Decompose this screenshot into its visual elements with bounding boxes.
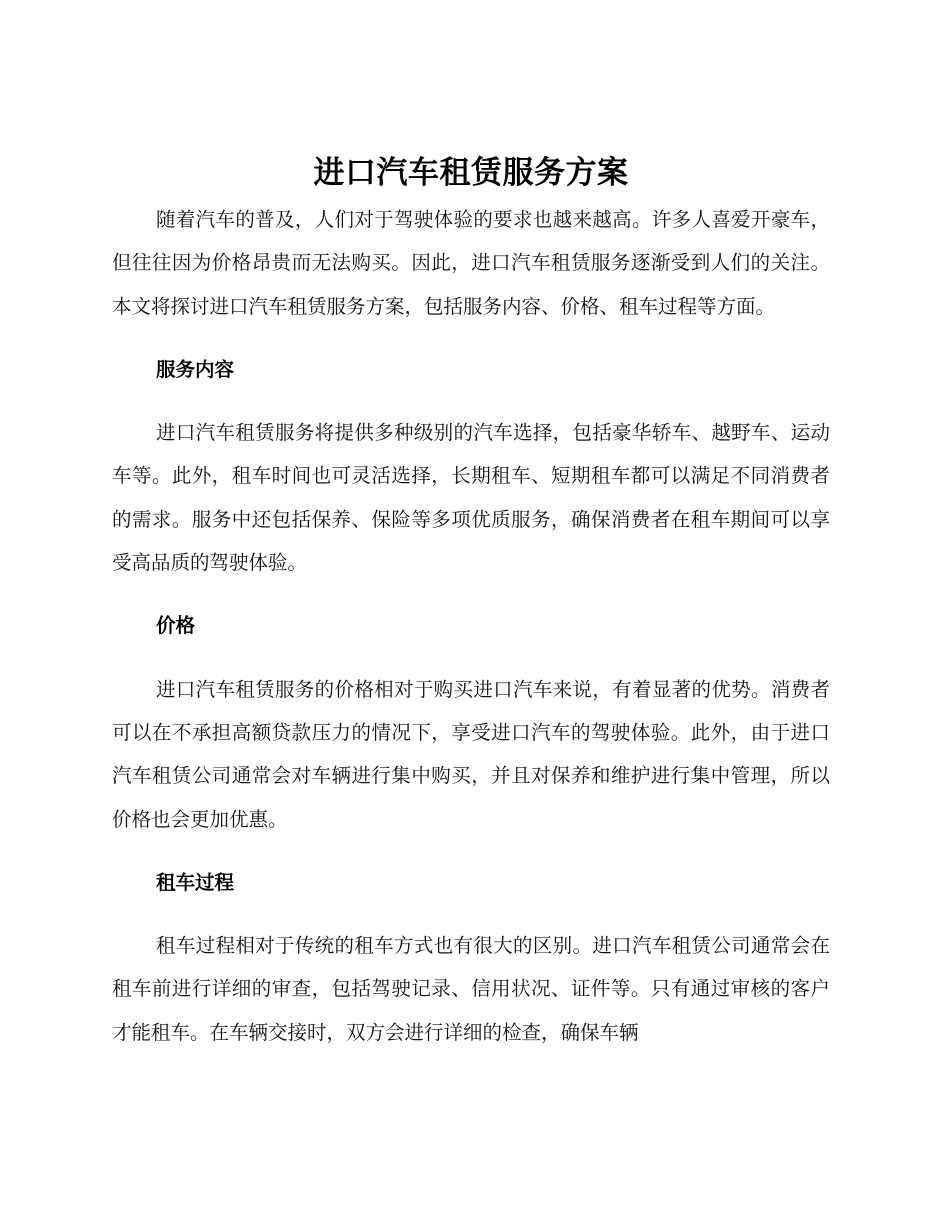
section-body-process: 租车过程相对于传统的租车方式也有很大的区别。进口汽车租赁公司通常会在租车前进行详细的审查，包括驾驶记录、信用状况、证件等。只有通过审核的客户才能租车。在车辆交接时，双方会进行详细的检查，确保车辆 — [112, 934, 830, 1044]
section-gap — [112, 904, 830, 924]
intro-paragraph: 随着汽车的普及，人们对于驾驶体验的要求也越来越高。许多人喜爱开豪车，但往往因为价格昂贵而无法购买。因此，进口汽车租赁服务逐渐受到人们的关注。本文将探讨进口汽车租赁服务方案，包括服务内容、价格、租车过程等方面。 — [112, 208, 830, 318]
section-gap — [112, 391, 830, 411]
document-page — [112, 148, 830, 1054]
section-body-price: 进口汽车租赁服务的价格相对于购买进口汽车来说，有着显著的优势。消费者可以在不承担高额贷款压力的情况下，享受进口汽车的驾驶体验。此外，由于进口汽车租赁公司通常会对车辆进行集中购买，并且对保养和维护进行集中管理，所以价格也会更加优惠。 — [112, 677, 830, 831]
section-heading-price: 价格 — [156, 614, 196, 638]
section-heading-process: 租车过程 — [156, 870, 235, 894]
section-gap — [112, 648, 830, 668]
section-gap — [112, 328, 830, 348]
section-gap — [112, 584, 830, 604]
section-heading-service: 服务内容 — [156, 357, 235, 381]
page-title: 进口汽车租赁服务方案 — [313, 155, 629, 191]
section-body-service: 进口汽车租赁服务将提供多种级别的汽车选择，包括豪华轿车、越野车、运动车等。此外，租车时间也可灵活选择，长期租车、短期租车都可以满足不同消费者的需求。服务中还包括保养、保险等多项优质服务，确保消费者在租车期间可以享受高品质的驾驶体验。 — [112, 421, 830, 575]
section-gap — [112, 841, 830, 861]
